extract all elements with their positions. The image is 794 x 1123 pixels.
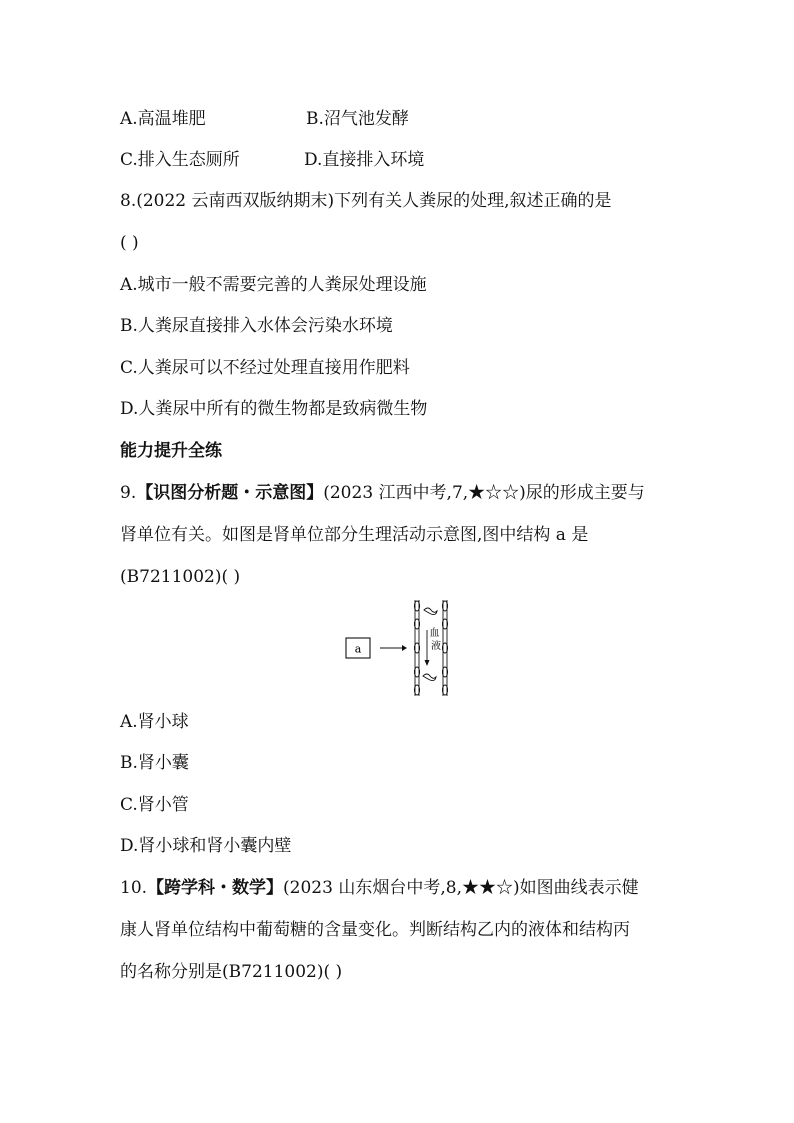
- q8-option-b: B.人粪尿直接排入水体会污染水环境: [120, 316, 393, 336]
- q7-option-a: A.高温堆肥: [120, 109, 206, 129]
- q9-tag: 【识图分析题・示意图】: [136, 483, 324, 503]
- nephron-diagram: [340, 596, 460, 700]
- structure-a-label: a: [354, 642, 362, 656]
- q10-stem-line-3: 的名称分别是(B7211002)( ): [120, 962, 343, 982]
- blood-flow-arrow-head: [425, 660, 430, 666]
- q10-stem-text: (2023 山东烟台中考,8,★★☆)如图曲线表示健: [283, 878, 639, 898]
- q10-stem-line-1: [120, 877, 639, 899]
- q10-number: 10.: [120, 878, 148, 898]
- q8-option-d: D.人粪尿中所有的微生物都是致病微生物: [120, 399, 428, 419]
- capillary-wall-left: [414, 600, 419, 696]
- pointer-arrow-head: [402, 645, 407, 651]
- q7-option-b: B.沼气池发酵: [306, 109, 409, 129]
- q9-number: 9.: [120, 483, 137, 503]
- section-title: 能力提升全练: [120, 441, 222, 461]
- capillary-wall-right: [442, 600, 447, 696]
- q7-option-d: D.直接排入环境: [304, 150, 425, 170]
- q9-option-b: B.肾小囊: [120, 753, 189, 773]
- q9-stem-line-2: 肾单位有关。如图是肾单位部分生理活动示意图,图中结构 a 是: [120, 525, 589, 545]
- q7-option-row-1: [120, 108, 409, 130]
- blood-label: 血 液: [429, 628, 441, 652]
- q7-option-row-2: [120, 149, 425, 171]
- q9-stem-line-3: (B7211002)( ): [120, 567, 241, 587]
- q9-option-a: A.肾小球: [120, 712, 189, 732]
- q8-option-a: A.城市一般不需要完善的人粪尿处理设施: [120, 275, 427, 295]
- q9-stem-line-1: [120, 482, 645, 504]
- q9-option-d: D.肾小球和肾小囊内壁: [120, 836, 292, 856]
- q9-stem-text: (2023 江西中考,7,★☆☆)尿的形成主要与: [323, 483, 645, 503]
- q10-stem-line-2: 康人肾单位结构中葡萄糖的含量变化。判断结构乙内的液体和结构丙: [120, 920, 630, 940]
- q7-option-c: C.排入生态厕所: [120, 150, 240, 170]
- q8-option-c: C.人粪尿可以不经过处理直接用作肥料: [120, 358, 410, 378]
- q8-stem: 8.(2022 云南西双版纳期末)下列有关人粪尿的处理,叙述正确的是: [120, 191, 612, 211]
- q10-tag: 【跨学科・数学】: [147, 878, 284, 898]
- q9-option-c: C.肾小管: [120, 795, 189, 815]
- q8-answer-blank: ( ): [120, 233, 139, 253]
